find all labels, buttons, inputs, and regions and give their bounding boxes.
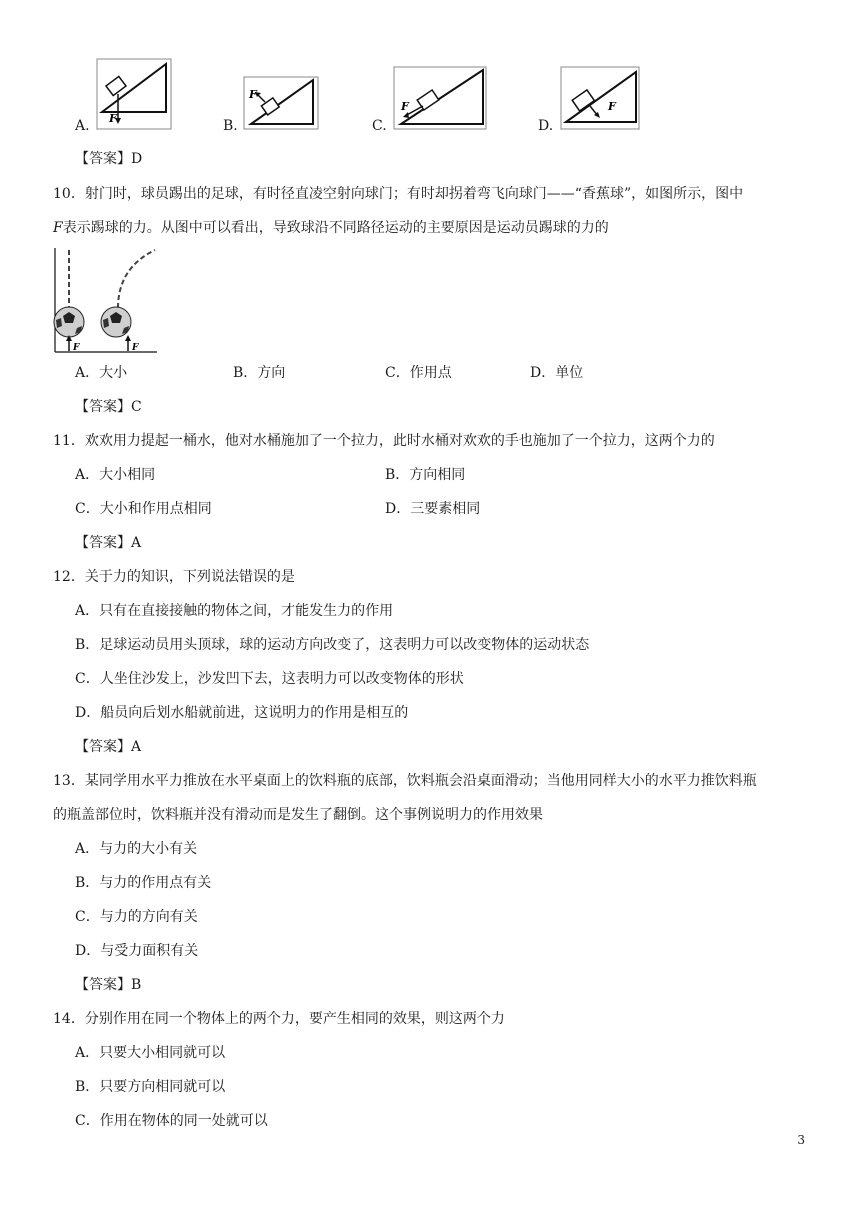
q11-option-a: A．大小相同 (75, 467, 156, 483)
q10-force-variable: F (53, 220, 63, 236)
q13-option-a: A．与力的大小有关 (75, 841, 198, 857)
left-ball (54, 307, 84, 337)
q9-option-a-figure (96, 58, 172, 130)
page-number: 3 (797, 1133, 805, 1147)
q9-d-force-label: F (608, 100, 616, 113)
q13-answer: 【答案】B (75, 977, 142, 993)
q10-fig-left-force-label: F (73, 343, 80, 353)
q10-text-line2: F表示踢球的力。从图中可以看出，导致球沿不同路径运动的主要原因是运动员踢球的力的 (53, 220, 609, 236)
q9-a-force-label: F (109, 112, 117, 125)
q13-option-d: D．与受力面积有关 (75, 943, 199, 959)
q11-option-d: D．三要素相同 (385, 501, 481, 517)
q10-option-c: C．作用点 (385, 365, 452, 381)
q12-text: 12．关于力的知识，下列说法错误的是 (53, 569, 295, 585)
q10-option-a: A．大小 (75, 365, 128, 381)
q10-banana-ball-figure (53, 248, 158, 354)
q13-option-c: C．与力的方向有关 (75, 909, 198, 925)
q14-option-a: A．只要大小相同就可以 (75, 1045, 226, 1061)
q11-option-c: C．大小和作用点相同 (75, 501, 212, 517)
q13-text-line2: 的瓶盖部位时，饮料瓶并没有滑动而是发生了翻倒。这个事例说明力的作用效果 (53, 807, 543, 823)
q11-answer: 【答案】A (75, 535, 142, 551)
q9-option-a-letter: A. (75, 118, 90, 134)
q11-text: 11．欢欢用力提起一桶水，他对水桶施加了一个拉力，此时水桶对欢欢的手也施加了一个拉力，这两个力的 (53, 433, 715, 449)
q9-option-c-letter: C. (372, 118, 387, 134)
q14-text: 14．分别作用在同一个物体上的两个力，要产生相同的效果，则这两个力 (53, 1011, 505, 1027)
right-ball (101, 307, 131, 337)
q9-option-c-figure (393, 66, 487, 130)
q11-option-b: B．方向相同 (385, 467, 466, 483)
q10-fig-right-force-label: F (132, 343, 139, 353)
q9-c-force-label: F (401, 100, 409, 113)
q10-option-b: B．方向 (233, 365, 286, 381)
q14-option-c: C．作用在物体的同一处就可以 (75, 1113, 268, 1129)
q13-text-line1: 13．某同学用水平力推放在水平桌面上的饮料瓶的底部，饮料瓶会沿桌面滑动；当他用同样大小的水平力推饮料瓶 (53, 773, 757, 789)
q9-option-b-figure (243, 76, 319, 130)
q9-option-d-letter: D. (538, 118, 554, 134)
q9-answer: 【答案】D (75, 151, 143, 167)
q12-option-a: A．只有在直接接触的物体之间，才能发生力的作用 (75, 603, 394, 619)
q13-option-b: B．与力的作用点有关 (75, 875, 212, 891)
q10-text-line1: 10．射门时，球员踢出的足球，有时径直凌空射向球门；有时却拐着弯飞向球门——“香蕉球”，如图所示，图中 (53, 186, 744, 202)
q9-b-force-label: F (249, 88, 257, 101)
q12-answer: 【答案】A (75, 739, 142, 755)
q12-option-b: B．足球运动员用头顶球，球的运动方向改变了，这表明力可以改变物体的运动状态 (75, 637, 590, 653)
q14-option-b: B．只要方向相同就可以 (75, 1079, 226, 1095)
q12-option-c: C．人坐住沙发上，沙发凹下去，这表明力可以改变物体的形状 (75, 671, 464, 687)
q10-option-d: D．单位 (530, 365, 584, 381)
q10-answer: 【答案】C (75, 399, 142, 415)
q9-option-d-figure (560, 66, 640, 130)
q9-option-b-letter: B. (223, 118, 238, 134)
q12-option-d: D．船员向后划水船就前进，这说明力的作用是相互的 (75, 705, 409, 721)
